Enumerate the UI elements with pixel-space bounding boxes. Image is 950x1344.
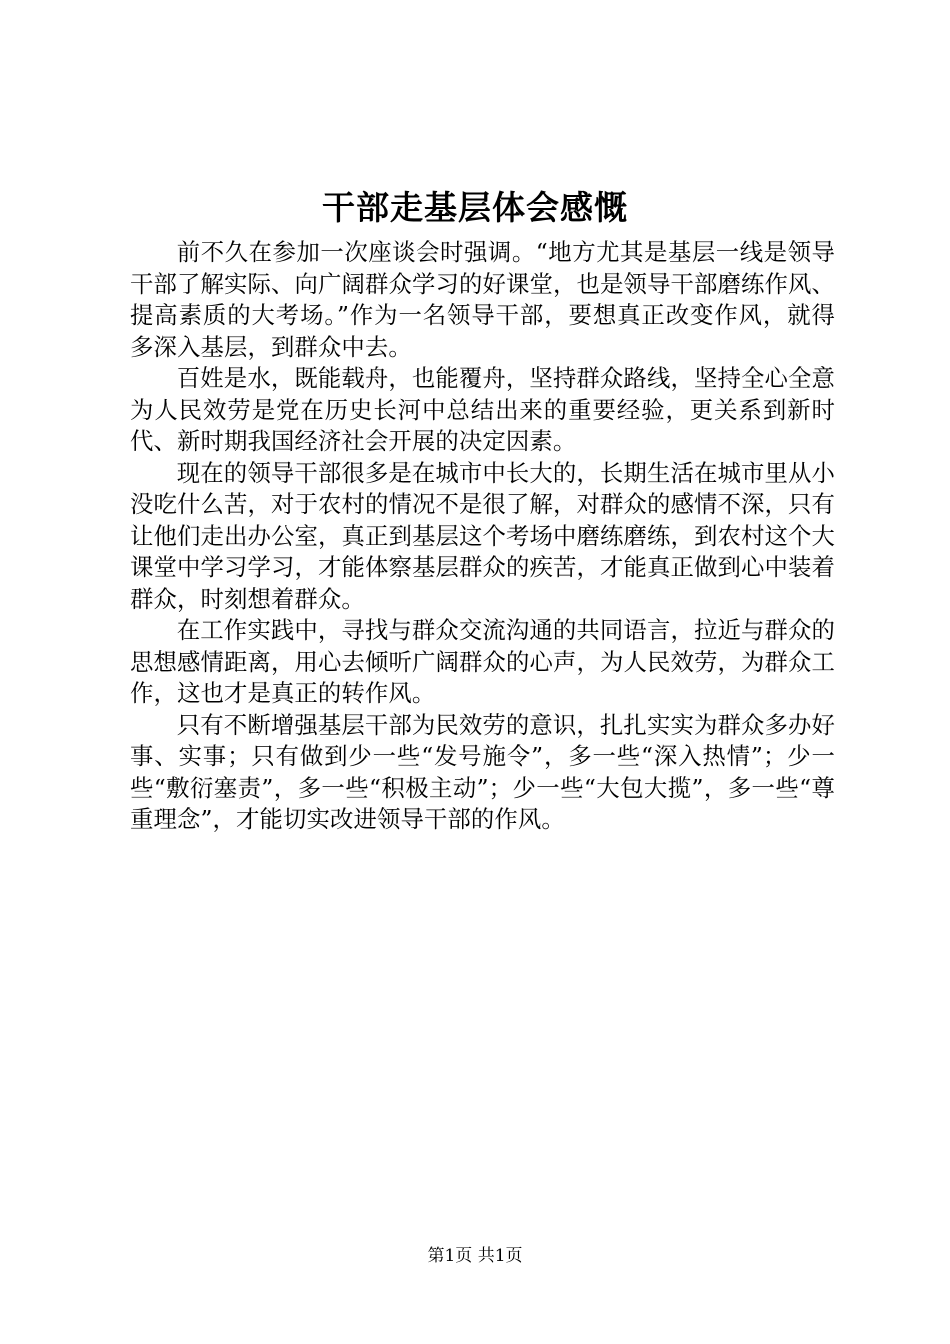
paragraph-3: 现在的领导干部很多是在城市中长大的，长期生活在城市里从小没吃什么苦，对于农村的情况不是很了解，对群众的感情不深，只有让他们走出办公室，真正到基层这个考场中磨练磨练，到农村这个大课堂中学习学习，才能体察基层群众的疾苦，才能真正做到心中装着群众，时刻想着群众。 bbox=[130, 458, 835, 613]
paragraph-1: 前不久在参加一次座谈会时强调。“地方尤其是基层一线是领导干部了解实际、向广阔群众学习的好课堂，也是领导干部磨练作风、提高素质的大考场。”作为一名领导干部，要想真正改变作风，就得多深入基层，到群众中去。 bbox=[130, 238, 835, 361]
paragraph-5: 只有不断增强基层干部为民效劳的意识，扎扎实实为群众多办好事、实事；只有做到少一些“发号施令”，多一些“深入热情”；少一些“敷衍塞责”，多一些“积极主动”；少一些“大包大揽”，多一些“尊重理念”，才能切实改进领导干部的作风。 bbox=[130, 710, 835, 833]
document-title: 干部走基层体会感慨 bbox=[322, 188, 628, 227]
paragraph-2: 百姓是水，既能载舟，也能覆舟，坚持群众路线，坚持全心全意为人民效劳是党在历史长河中总结出来的重要经验，更关系到新时代、新时期我国经济社会开展的决定因素。 bbox=[130, 364, 835, 455]
document-body bbox=[130, 237, 835, 836]
page-footer: 第1页 共1页 bbox=[427, 1246, 523, 1266]
paragraph-4: 在工作实践中，寻找与群众交流沟通的共同语言，拉近与群众的思想感情距离，用心去倾听广阔群众的心声，为人民效劳，为群众工作，这也才是真正的转作风。 bbox=[130, 616, 835, 707]
